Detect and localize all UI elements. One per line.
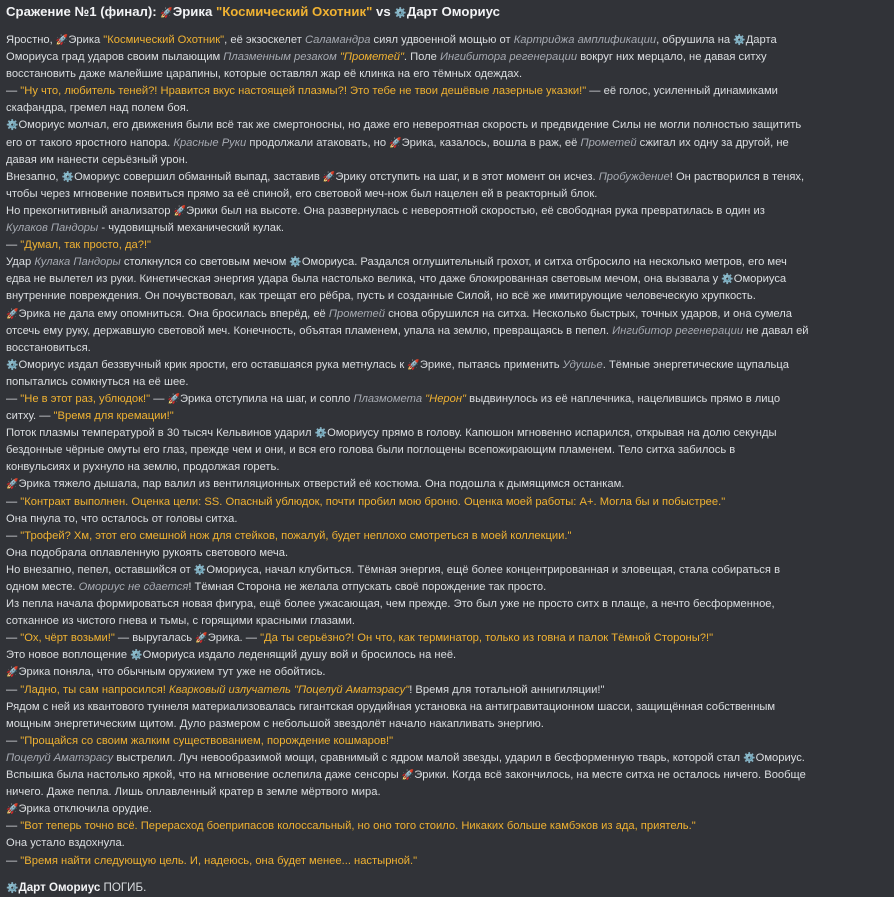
narration-text: Омориуса (733, 273, 787, 286)
rocket-icon: 🚀 (6, 308, 19, 320)
rocket-icon: 🚀 (401, 770, 415, 782)
narration-text: ничего. Даже пепла. Лишь оплавленный кратер в земле мёртвого мира. (6, 786, 381, 799)
dialogue-text: "Время найти следующую цель. И, надеюсь, она будет менее... настырной." (20, 854, 418, 867)
story-line (6, 750, 888, 767)
title-prefix: Сражение №1 (финал): (6, 4, 161, 19)
narration-text: Но внезапно, пепел, оставшийся от (6, 563, 194, 576)
narration-text: ! Время для тотальной аннигиляции!" (409, 683, 605, 696)
result-name: Дарт Омориус (18, 880, 101, 894)
narration-text: Эрику отступить на шаг, и в этот момент он исчез. (335, 170, 599, 183)
narration-text: — (6, 239, 21, 252)
narration-text: вокруг них мерцало, не давая ситху (577, 51, 767, 64)
story-line (6, 442, 888, 459)
narration-text: Омориуса издало леденящий душу вой и бросилось на неё. (142, 649, 457, 662)
ability-name: Кулаков Пандоры (6, 222, 99, 235)
ability-name: Картриджа амплификации (513, 34, 657, 46)
story-line (6, 459, 888, 476)
narration-text: чтобы через мгновение появиться прямо за её спиной, его световой меч-нож был нацелен ей в реакторный блок. (6, 187, 598, 200)
story-line (6, 801, 888, 818)
narration-text: , её экзоскелет (224, 34, 305, 46)
story-line (6, 169, 888, 186)
dialogue-text: "Трофей? Хм, этот его смешной нож для стейков, пожалуй, будет неплохо смотреться в моей коллекции." (20, 529, 572, 542)
gear-icon: ⚙️ (314, 428, 328, 440)
gear-icon: ⚙️ (743, 752, 756, 764)
narration-text: снова обрушился на ситха. Несколько быстрых, точных ударов, и она сумела (384, 307, 793, 320)
gear-icon: ⚙️ (61, 171, 75, 183)
story-line (6, 835, 888, 852)
weapon-name: "Прометей" (339, 51, 404, 64)
story-line (6, 391, 888, 408)
narration-text: . Тёмные энергетические щупальца (602, 358, 789, 371)
narration-text: — (6, 85, 21, 98)
story-line (6, 476, 888, 493)
story-line (6, 664, 888, 681)
title-darth: Дарт Омориус (406, 4, 500, 19)
story-line (6, 186, 888, 203)
story-line (6, 271, 888, 288)
narration-text: Рядом с ней из квантового туннеля материализовалась гигантская орудийная установка на антигравитационном шасси, защищённая собственным (6, 700, 776, 713)
result-line (6, 879, 888, 897)
story-line (6, 100, 888, 117)
narration-text: ! Он растворился в тенях, (669, 170, 805, 183)
narration-text: Она пнула то, что осталось от головы ситха. (6, 512, 238, 525)
narration-text: Омориуса. Раздался оглушительный грохот, и ситха отбросило на несколько метров, его меч (301, 256, 787, 269)
rocket-icon: 🚀 (389, 137, 402, 149)
narration-text: Эрика, казалось, вошла в раж, её (401, 136, 581, 149)
story-line (6, 306, 888, 323)
narration-text: Она подобрала оплавленную рукоять светового меча. (6, 546, 289, 559)
rocket-icon: 🚀 (167, 393, 180, 405)
narration-text: Поток плазмы температурой в 30 тысяч Кельвинов ударил (6, 427, 315, 440)
narration-text: — выругалась (114, 632, 196, 645)
story-line (6, 83, 888, 100)
gear-icon: ⚙️ (6, 882, 19, 894)
narration-text: не давал ей (743, 324, 809, 337)
narration-text: Омориус молчал, его движения были всё так же смертоносны, но даже его невероятная скорость и предвидение Силы не могли полностью защитить (18, 119, 802, 132)
narration-text: едва не вылетел из руки. Кинетическая энергия удара была настолько велика, что даже блокированная световым мечом, она вызвала у (6, 273, 722, 286)
narration-text: давая им нанести серьёзный урон. (6, 153, 188, 166)
story-line (6, 596, 888, 613)
story-line (6, 32, 888, 49)
story-line (6, 784, 888, 801)
story-line (6, 408, 888, 425)
story-line (6, 254, 888, 271)
narration-text: Она устало вздохнула. (6, 837, 125, 850)
weapon-name: "Нерон" (425, 392, 467, 405)
dialogue-text: "Контракт выполнен. Оценка цели: SS. Опасный ублюдок, почти пробил мою броню. Оценка моей работы: A+. Могла бы и побыстрее." (20, 495, 726, 508)
ability-name: Поцелуй Аматэрасу (6, 751, 114, 764)
narration-text: Омориусу прямо в голову. Капюшон мгновенно испарился, открывая на долю секунды (327, 427, 777, 440)
narration-text: сжигал их одну за другой, не (636, 136, 789, 149)
narration-text: - чудовищный механический кулак. (98, 222, 285, 235)
narration-text: столкнулся со световым мечом (120, 256, 290, 269)
narration-text: Эрика (68, 34, 104, 46)
narration-text: — её голос, усиленный динамиками (586, 85, 778, 98)
story-line (6, 818, 888, 835)
narration-text: Омориус. (755, 751, 805, 764)
story-line (6, 699, 888, 716)
dialogue-text: "Не в этот раз, ублюдок!" (20, 392, 151, 405)
ability-name: Плазмомета (353, 392, 423, 405)
ability-name: Прометей (328, 307, 385, 320)
result-status: ПОГИБ. (100, 880, 147, 894)
story-line (6, 135, 888, 152)
ability-name: Ингибитора регенерации (440, 51, 578, 64)
rocket-icon: 🚀 (160, 8, 173, 19)
title-erika: Эрика (172, 4, 216, 19)
narration-text: Эрике, пытаясь применить (419, 358, 563, 371)
narration-text: Эрика отступила на шаг, и сопло (179, 392, 354, 405)
gear-icon: ⚙️ (289, 257, 302, 269)
narration-text: бездонные чёрные омуты его глаз, прежде чем и они, и вся его голова были поглощены всепожирающим пламенем. Тело ситха забилось в (6, 444, 736, 457)
narration-text: Эрика. — (207, 632, 261, 645)
narration-text: — (6, 683, 21, 696)
narration-text: одном месте. (6, 581, 79, 593)
story-line (6, 511, 888, 528)
story-line (6, 853, 888, 870)
story-line (6, 682, 888, 699)
dialogue-text: "Прощайся со своим жалким существованием, порождение кошмаров!" (20, 734, 394, 747)
dialogue-text: "Космический Охотник" (103, 34, 225, 46)
narration-text: Эрика отключила орудие. (18, 803, 152, 816)
story-line (6, 323, 888, 340)
narration-text: — (6, 632, 21, 645)
ability-name: Пробуждение (598, 170, 670, 183)
story-line (6, 220, 888, 237)
narration-text: конвульсиях и рухнуло на землю, продолжая гореть. (6, 461, 280, 474)
dialogue-text: "Вот теперь точно всё. Перерасход боеприпасов колоссальный, но оно того стоило. Никаких больше камбэков из ада, приятель." (20, 820, 696, 833)
story-line (6, 579, 888, 596)
story-line (6, 545, 888, 562)
narration-text: мощным энергетическим щитом. Дуло размером с небольшой звездолёт начало накапливать энергию. (6, 717, 544, 730)
narration-text: . Поле (403, 51, 441, 64)
dialogue-text: "Время для кремации!" (53, 410, 174, 423)
story-body (6, 32, 888, 870)
narration-text: Эрики был на высоте. Она развернулась с невероятной скоростью, её свободная рука превратилась в один из (186, 204, 765, 217)
narration-text: — (6, 529, 21, 542)
narration-text: Эрика поняла, что обычным оружием тут уже не обойтись. (18, 666, 326, 679)
narration-text: Из пепла начала формироваться новая фигура, ещё более ужасающая, чем прежде. Это был уже не просто ситх в плаще, а нечто бесформенное, (6, 598, 775, 611)
story-line (6, 340, 888, 357)
weapon-name: "Поцелуй Аматэрасу" (294, 683, 410, 696)
dialogue-text: "Ладно, ты сам напросился! (20, 683, 170, 696)
story-line (6, 528, 888, 545)
story-line (6, 237, 888, 254)
rocket-icon: 🚀 (6, 479, 19, 491)
rocket-icon: 🚀 (173, 205, 187, 217)
narration-text: Эрика не дала ему опомниться. Она бросилась вперёд, её (18, 307, 329, 320)
story-line (6, 152, 888, 169)
story-line (6, 647, 888, 664)
story-line (6, 630, 888, 647)
story-line (6, 357, 888, 374)
narration-text: сиял удвоенной мощью от (370, 34, 514, 46)
dialogue-text: "Ох, чёрт возьми!" (20, 632, 115, 645)
narration-text: Вспышка была настолько яркой, что на мгновение ослепила даже сенсоры (6, 769, 402, 782)
story-line (6, 716, 888, 733)
narration-text: — (6, 392, 21, 405)
narration-text: Но прекогнитивный анализатор (6, 204, 174, 217)
narration-text: выстрелил. Луч невообразимой мощи, сравнимый с ядром малой звезды, ударил в бесформенную тварь, которой стал (113, 751, 744, 764)
rocket-icon: 🚀 (6, 667, 19, 679)
ability-name: Удушье (562, 358, 603, 371)
narration-text: Эрики. Когда всё закончилось, на месте ситха не осталось ничего. Вообще (414, 769, 806, 782)
narration-text: Омориуса, начал клубиться. Тёмная энергия, ещё более концентрированная и зловещая, стала собираться в (206, 563, 781, 576)
narration-text: , обрушила на (656, 34, 734, 46)
dialogue-text: "Ну что, любитель теней?! Нравится вкус настоящей плазмы?! Это тебе не твои дешёвые лазерные указки!" (20, 85, 587, 98)
story-line (6, 562, 888, 579)
ability-name: Ингибитор регенерации (612, 324, 744, 337)
gear-icon: ⚙️ (6, 359, 19, 371)
narration-text: ситху. — (6, 410, 54, 423)
narration-text: Эрика тяжело дышала, пар валил из вентиляционных отверстий её костюма. Она подошла к дымящимся останкам. (18, 478, 625, 491)
narration-text: Омориуса град ударов своим пылающим (6, 51, 224, 64)
story-line (6, 288, 888, 305)
ability-name: Плазменным резаком (223, 51, 337, 64)
narration-text: Яростно, (6, 34, 56, 46)
gear-icon: ⚙️ (733, 35, 746, 46)
ability-name: Прометей (580, 136, 637, 149)
gear-icon: ⚙️ (394, 8, 407, 19)
gear-icon: ⚙️ (130, 650, 143, 662)
narration-text: — (150, 392, 168, 405)
narration-text: его от такого яростного напора. (6, 136, 174, 149)
rocket-icon: 🚀 (55, 35, 69, 46)
narration-text: выдвинулось из её наплечника, нацелившись прямо в лицо (466, 392, 781, 405)
story-line (6, 66, 888, 83)
narration-text: Удар (6, 256, 35, 269)
gear-icon: ⚙️ (6, 120, 19, 132)
dialogue-text: "Да ты серьёзно?! Он что, как терминатор, только из говна и палок Тёмной Стороны?!" (260, 632, 714, 645)
narration-text: Внезапно, (6, 170, 62, 183)
narration-text: ! Тёмная Сторона не желала отпускать своё порождение так просто. (188, 581, 547, 593)
narration-text: — (6, 495, 21, 508)
gear-icon: ⚙️ (721, 274, 734, 286)
rocket-icon: 🚀 (6, 804, 19, 816)
narration-text: продолжали атаковать, но (246, 136, 390, 149)
story-line (6, 117, 888, 134)
battle-title (6, 3, 888, 22)
narration-text: восстановить даже малейшие царапины, которые оставлял жар её клинка на его тёмных одеждах. (6, 68, 523, 81)
ability-name: Омориус не сдается (78, 581, 189, 593)
story-line (6, 425, 888, 442)
title-vs: vs (372, 4, 395, 19)
narration-text: — (6, 734, 21, 747)
dialogue-text: "Думал, так просто, да?!" (20, 239, 152, 252)
story-line (6, 613, 888, 630)
narration-text: — (6, 820, 21, 833)
ability-name: Кулака Пандоры (34, 256, 121, 269)
narration-text: отсечь ему руку, державшую световой меч. Конечность, объятая пламенем, упала на землю, превращаясь в пепел. (6, 324, 613, 337)
rocket-icon: 🚀 (322, 171, 336, 183)
story-line (6, 494, 888, 511)
narration-text: Омориус издал беззвучный крик ярости, его оставшаяся рука метнулась к (18, 358, 408, 371)
story-line (6, 374, 888, 391)
narration-text: сотканное из чистого гнева и тьмы, с горящими красными глазами. (6, 615, 355, 628)
story-line (6, 49, 888, 66)
narration-text: скафандра, гремел над полем боя. (6, 102, 189, 115)
story-line (6, 203, 888, 220)
gear-icon: ⚙️ (193, 564, 207, 576)
ability-name: Саламандра (304, 34, 371, 46)
narration-text: восстановиться. (6, 341, 91, 354)
narration-text: Это новое воплощение (6, 649, 131, 662)
narration-text: попытались сомкнуться на её шее. (6, 375, 189, 388)
narration-text: Дарта (745, 34, 777, 46)
rocket-icon: 🚀 (407, 359, 420, 371)
weapon-name: Кварковый излучатель (169, 683, 291, 696)
title-erika-nickname: "Космический Охотник" (215, 4, 373, 19)
rocket-icon: 🚀 (195, 633, 208, 645)
narration-text: — (6, 854, 21, 867)
narration-text: внутренние повреждения. Он почувствовал, как трещат его рёбра, пусть и созданные Силой, но всё же имитирующие человеческую хрупкость. (6, 290, 756, 303)
story-line (6, 767, 888, 784)
story-line (6, 733, 888, 750)
narration-text: Омориус совершил обманный выпад, заставив (74, 170, 323, 183)
ability-name: Красные Руки (173, 136, 247, 149)
